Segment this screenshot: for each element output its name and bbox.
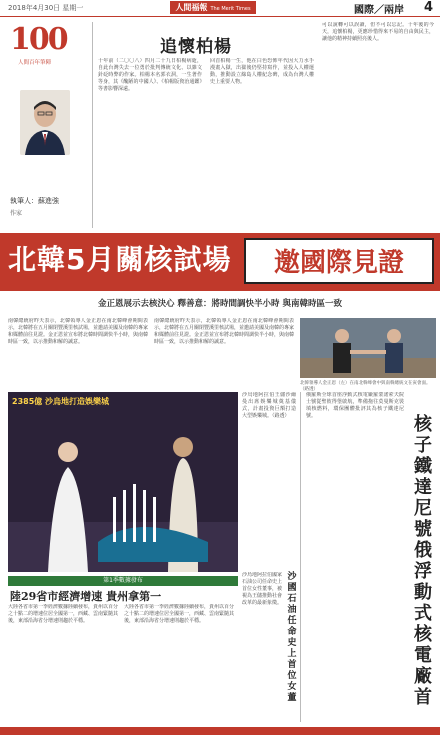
news-box-headline: 陸29省市經濟增速 貴州拿第一 (10, 590, 162, 603)
side-title-char: 動 (414, 582, 432, 603)
summit-photo (300, 318, 436, 378)
masthead-title: 人間福報 (175, 3, 208, 12)
side-title-char: 首 (414, 687, 432, 708)
sa-story-title (284, 572, 300, 704)
sa-title-char: 史 (287, 638, 297, 648)
column-body-2: 回首柏楊一生，他在白色恐怖年代因大力水手漫畫入獄，出獄後仍堅持寫作，並投入人權運動，推動設立綠島人權紀念碑，成為台灣人權史上重要人物。 (210, 58, 314, 85)
logo-tagline: 人間百年筆陣 (18, 60, 52, 66)
column-body-3: 可以說轉可以誤讀，但不可以忘記。十年後的今天，追懷柏楊，更應珍惜得來不易的自由與民主，讓他的精神持續照亮後人。 (322, 22, 434, 42)
side-divider (300, 392, 301, 722)
masthead (170, 1, 256, 14)
side-title-char: 鐵 (414, 456, 432, 477)
news-box-band: 第1季數據發布 (8, 576, 238, 586)
ceremony-photo (8, 392, 238, 572)
masthead-en: The Merit Times (210, 6, 251, 12)
page-header (0, 0, 440, 17)
centennial-logo: 100 (10, 22, 67, 57)
column-byline: 執筆人：蘇進強 (10, 197, 59, 205)
side-story-body: 俄羅斯全球首座浮動式核電廠羅蒙諾索夫院士號從聖彼得堡啟航，準備拖往莫曼斯克裝填核燃料，環保團體批評其為核子鐵達尼號。 (306, 392, 404, 419)
sa-title-char: 任 (287, 616, 297, 626)
side-title-char: 俄 (414, 540, 432, 561)
column-title: 追懷柏楊 (160, 37, 232, 57)
column-byline-role: 作家 (10, 210, 23, 217)
side-title-char: 核 (414, 414, 432, 435)
side-title-char: 子 (414, 435, 432, 456)
main-headline-secondary: 邀國際見證 (244, 238, 434, 284)
side-title-char: 浮 (414, 561, 432, 582)
sa-title-char: 油 (287, 605, 297, 615)
main-story-body: 南韓總統府昨天表示，北韓領導人金正恩在南北韓峰會期間表示，北韓將在五月關閉豐溪里核試場，並邀請美國及南韓的專家和媒體前往見證。金正恩並宣布將北韓時間調快半小時，與南韓時區一致，以示推動和解的誠意。 (8, 318, 148, 345)
sa-title-char: 上 (287, 649, 297, 659)
side-title-char: 式 (414, 603, 432, 624)
side-title-char: 達 (414, 477, 432, 498)
side-title-char: 核 (414, 624, 432, 645)
side-title-char: 電 (414, 645, 432, 666)
section-name: 國際／兩岸 (354, 5, 404, 16)
sa-title-char: 沙 (287, 572, 297, 582)
sa-title-char: 位 (287, 671, 297, 681)
issue-date: 2018年4月30日 星期一 (8, 4, 84, 12)
sa-title-char: 女 (287, 682, 297, 692)
main-headline: 北韓5月關核試場 (8, 243, 232, 276)
side-title-char: 號 (414, 519, 432, 540)
side-title-char: 尼 (414, 498, 432, 519)
news-box-body-cont: 大陸各省市第一季經濟數據陸續發布，貴州以百分之十點二的增速位居全國第一，西藏、雲南緊隨其後，東部沿海省分增速則趨於平穩。 (124, 604, 234, 624)
sa-title-char: 石 (287, 594, 297, 604)
side-title-char: 廠 (414, 666, 432, 687)
page-number: 4 (424, 0, 434, 15)
summit-photo-caption: 北韓領導人金正恩（左）在南北韓峰會中與南韓總統文在寅會面。（路透） (300, 381, 431, 392)
photo-story-caption: 沙烏地阿拉伯王儲沙爾曼出席娛樂城奠基儀式，計畫投資巨額打造大型娛樂城。（路透） (242, 392, 296, 419)
sa-title-char: 首 (287, 660, 297, 670)
photo-story-tag: 2385億 沙烏地打造娛樂城 (12, 397, 110, 406)
page-footer-bar (0, 727, 440, 735)
author-portrait (20, 90, 70, 155)
news-box-body: 大陸各省市第一季經濟數據陸續發布，貴州以百分之十點二的增速位居全國第一，西藏、雲南緊隨其後，東部沿海省分增速則趨於平穩。 (8, 604, 118, 624)
main-subhead: 金正恩展示去核決心 釋善意：將時間調快半小時 與南韓時區一致 (98, 299, 342, 309)
column-body-1: 十年前（二〇〇八）四月二十九日柏楊病逝，自此台灣失去一位勇於批判傳統文化、以雜文針砭時弊的作家。柏楊本名郭衣洞，一生著作等身，其《醜陋的中國人》、《柏楊版資治通鑑》等書影響深遠。 (98, 58, 202, 92)
side-story-title (408, 414, 438, 714)
sa-title-char: 董 (287, 693, 297, 703)
sa-title-char: 國 (287, 583, 297, 593)
sa-title-char: 命 (287, 627, 297, 637)
sa-story-body: 沙烏地阿拉伯國家石油公司任命史上首位女性董事，被視為王儲推動社會改革的最新象徵。 (242, 572, 282, 606)
column-divider (92, 22, 93, 228)
main-story-body-cont: 南韓總統府昨天表示，北韓領導人金正恩在南北韓峰會期間表示，北韓將在五月關閉豐溪里核試場，並邀請美國及南韓的專家和媒體前往見證。金正恩並宣布將北韓時間調快半小時，與南韓時區一致，以示推動和解的誠意。 (154, 318, 294, 345)
